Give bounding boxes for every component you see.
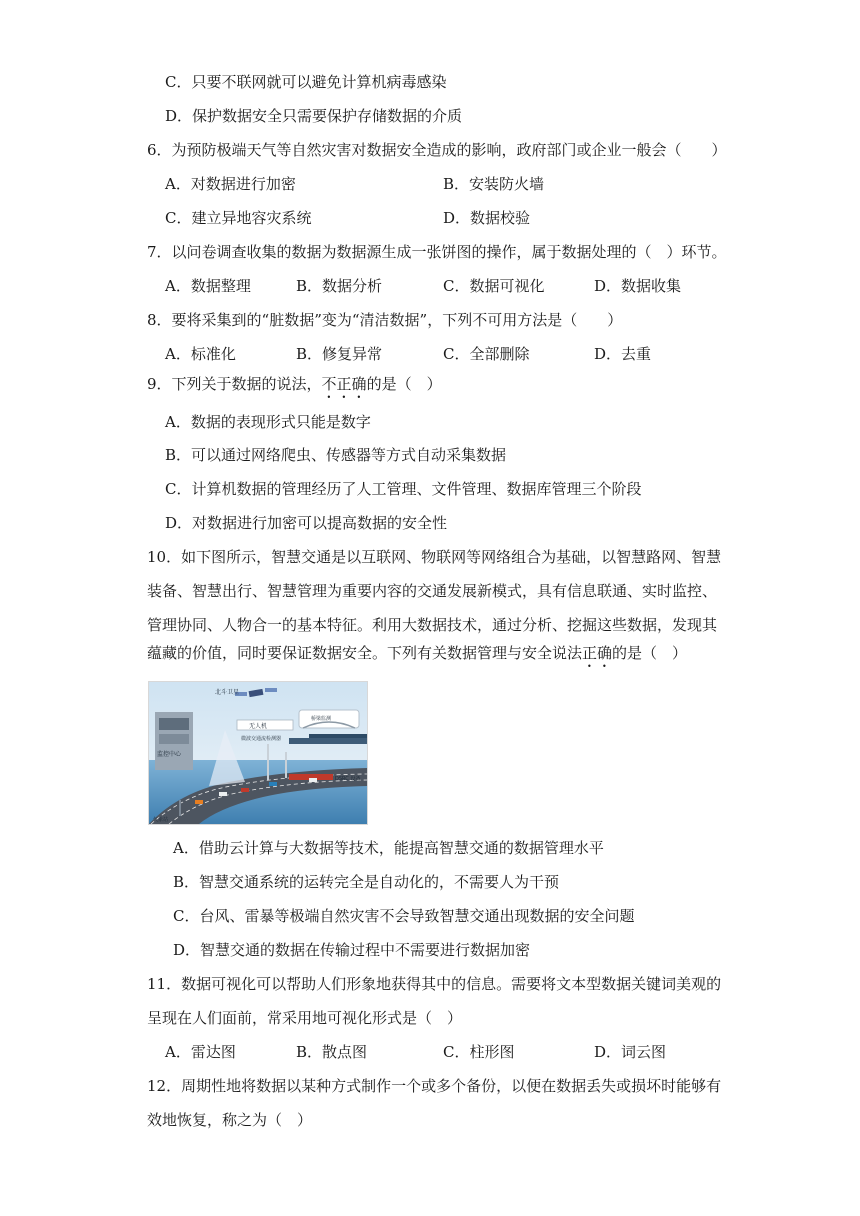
q8-stem: 8．要将采集到的“脏数据”变为“清洁数据”，下列不可用方法是（ ） [147, 311, 623, 329]
q7-option-a: A．数据整理 [165, 277, 251, 295]
smart-traffic-figure [148, 681, 368, 825]
q8-option-d: D．去重 [594, 345, 652, 363]
q9-option-a: A．数据的表现形式只能是数字 [165, 413, 371, 431]
figure-label-drone: 无人机 [249, 723, 268, 730]
q10-stem-line1: 10．如下图所示，智慧交通是以互联网、物联网等网络组合为基础，以智慧路网、智慧 [147, 548, 722, 566]
q7-option-c: C．数据可视化 [443, 277, 545, 295]
q7-option-d: D．数据收集 [594, 277, 682, 295]
figure-label-bridge-monitor: 桥梁监测 [311, 716, 332, 722]
q10-stem-line4 [147, 643, 687, 671]
q11-option-c: C．柱形图 [443, 1043, 515, 1061]
q9-stem-post: 的是（ ） [366, 375, 442, 393]
q6-option-b: B．安装防火墙 [443, 175, 545, 193]
q8-option-b: B．修复异常 [296, 345, 383, 363]
q8-option-c: C．全部删除 [443, 345, 530, 363]
q9-option-b: B．可以通过网络爬虫、传感器等方式自动采集数据 [165, 446, 507, 464]
q9-stem-pre: 9．下列关于数据的说法， [147, 375, 322, 393]
q6-option-d: D．数据校验 [443, 209, 531, 227]
q12-stem-line1: 12．周期性地将数据以某种方式制作一个或多个备份，以便在数据丢失或损坏时能够有 [147, 1077, 722, 1095]
figure-label-satellite: 北斗卫星 [215, 689, 240, 696]
q11-stem-line1: 11．数据可视化可以帮助人们形象地获得其中的信息。需要将文本型数据关键词美观的 [147, 975, 722, 993]
q10-line4-post: 的是（ ） [612, 644, 688, 662]
q6-stem: 6．为预防极端天气等自然灾害对数据安全造成的影响，政府部门或企业一般会（ ） [147, 141, 727, 159]
q10-line4-emphasis: 正确 [582, 644, 613, 662]
q8-option-a: A．标准化 [165, 345, 236, 363]
figure-label-dsrc: DSRC 设备 [335, 776, 361, 782]
q6-option-a: A．对数据进行加密 [165, 175, 296, 193]
q10-line4-pre: 蕴藏的价值，同时要保证数据安全。下列有关数据管理与安全说法 [147, 644, 583, 662]
figure-label-traffic-detector: 微波交通流检测器 [241, 736, 282, 742]
q11-option-d: D．词云图 [594, 1043, 667, 1061]
q9-stem [147, 374, 442, 402]
q6-option-c: C．建立异地容灾系统 [165, 209, 312, 227]
q5-option-d: D．保护数据安全只需要保护存储数据的介质 [165, 107, 463, 125]
figure-label-weather-station: 气象站 [153, 817, 169, 823]
q9-option-d: D．对数据进行加密可以提高数据的安全性 [165, 514, 448, 532]
q7-stem: 7．以问卷调查收集的数据为数据源生成一张饼图的操作，属于数据处理的（ ）环节。 [147, 243, 727, 261]
q9-option-c: C．计算机数据的管理经历了人工管理、文件管理、数据库管理三个阶段 [165, 480, 642, 498]
q11-option-b: B．散点图 [296, 1043, 368, 1061]
q7-option-b: B．数据分析 [296, 277, 383, 295]
q11-stem-line2: 呈现在人们面前，常采用地可视化形式是（ ） [147, 1009, 463, 1027]
q10-option-d: D．智慧交通的数据在传输过程中不需要进行数据加密 [173, 941, 531, 959]
figure-label-control-center: 监控中心 [157, 751, 182, 758]
q10-option-a: A．借助云计算与大数据等技术，能提高智慧交通的数据管理水平 [173, 839, 604, 857]
q10-option-c: C．台风、雷暴等极端自然灾害不会导致智慧交通出现数据的安全问题 [173, 907, 635, 925]
q9-stem-emphasis: 不正确 [321, 375, 367, 393]
q10-stem-line3: 管理协同、人物合一的基本特征。利用大数据技术，通过分析、挖掘这些数据，发现其 [147, 616, 718, 634]
q5-option-c: C．只要不联网就可以避免计算机病毒感染 [165, 73, 447, 91]
q10-stem-line2: 装备、智慧出行、智慧管理为重要内容的交通发展新模式，具有信息联通、实时监控、 [147, 582, 718, 600]
q11-option-a: A．雷达图 [165, 1043, 236, 1061]
q12-stem-line2: 效地恢复，称之为（ ） [147, 1111, 313, 1129]
smart-traffic-illustration [149, 682, 367, 824]
q10-option-b: B．智慧交通系统的运转完全是自动化的，不需要人为干预 [173, 873, 560, 891]
